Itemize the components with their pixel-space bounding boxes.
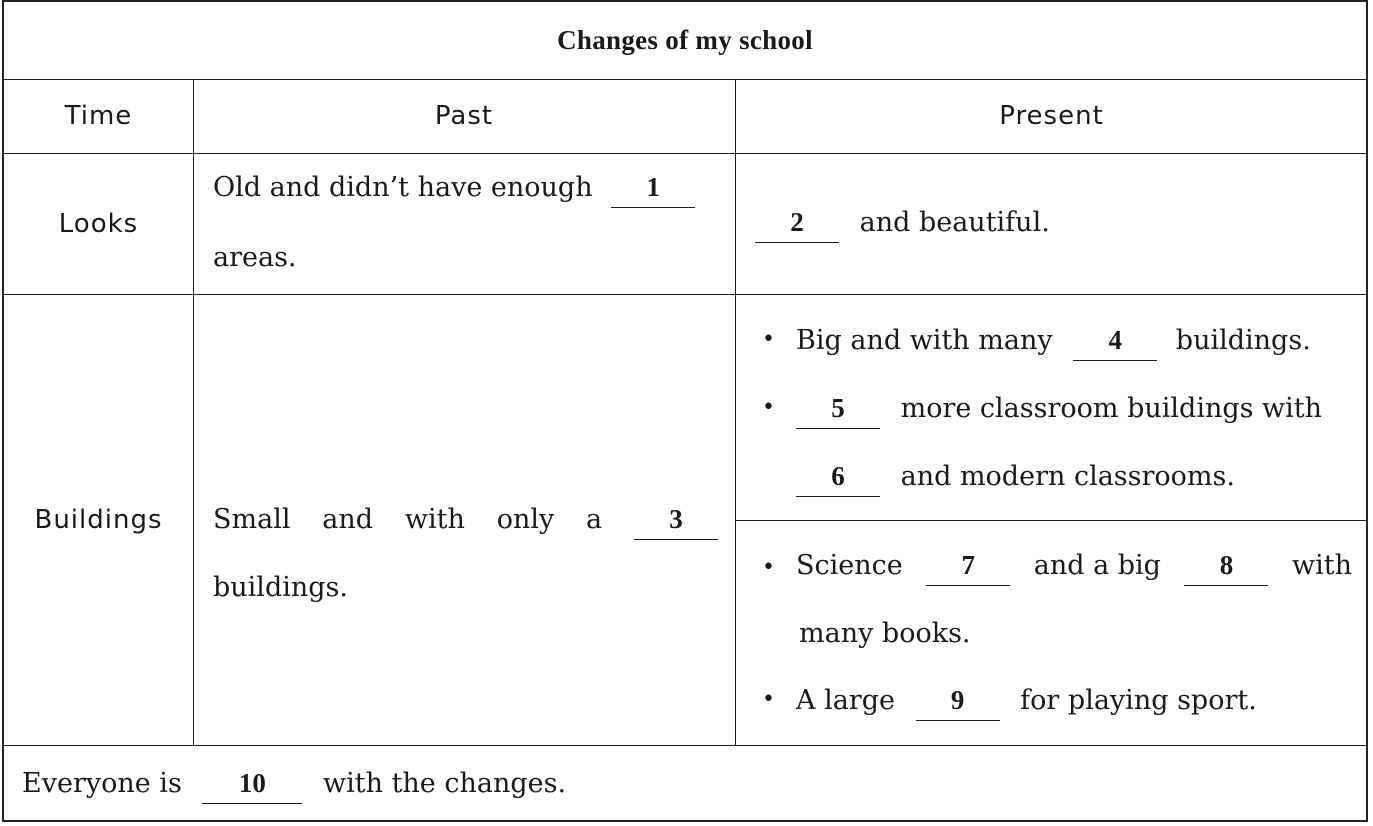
looks-past-line2: areas. bbox=[213, 242, 297, 273]
header-present: Present bbox=[999, 101, 1104, 131]
header-time: Time bbox=[64, 101, 133, 131]
present-bullet-continuation bbox=[796, 463, 1235, 497]
answer-blank-10[interactable]: 10 bbox=[202, 770, 302, 804]
answer-blank-7[interactable]: 7 bbox=[926, 552, 1010, 586]
footer-text: with the changes. bbox=[323, 768, 567, 799]
divider bbox=[735, 520, 1366, 521]
answer-blank-4[interactable]: 4 bbox=[1073, 327, 1157, 361]
answer-blank-9[interactable]: 9 bbox=[916, 687, 1000, 721]
present-bullet-item bbox=[762, 395, 1322, 429]
present-bullet-continuation: many books. bbox=[799, 618, 971, 649]
answer-blank-1[interactable]: 1 bbox=[611, 174, 695, 208]
header-past: Past bbox=[434, 101, 494, 131]
divider bbox=[193, 79, 194, 745]
bullet-text: with bbox=[1291, 550, 1352, 581]
buildings-past-line1 bbox=[213, 506, 718, 540]
bullet-icon: • bbox=[762, 395, 775, 420]
bullet-text: more classroom buildings with bbox=[900, 393, 1323, 424]
buildings-past-word: only bbox=[496, 504, 555, 535]
divider bbox=[735, 79, 736, 745]
buildings-past-word: with bbox=[404, 504, 465, 535]
changes-table bbox=[2, 0, 1368, 822]
answer-blank-8[interactable]: 8 bbox=[1184, 552, 1268, 586]
footer-sentence bbox=[22, 770, 566, 804]
answer-blank-5[interactable]: 5 bbox=[796, 395, 880, 429]
buildings-past-word: a bbox=[586, 504, 603, 535]
bullet-text: and modern classrooms. bbox=[900, 461, 1235, 492]
buildings-past-word: Small bbox=[213, 504, 291, 535]
looks-past-text: Old and didn’t have enough bbox=[213, 172, 593, 203]
answer-blank-2[interactable]: 2 bbox=[755, 209, 839, 243]
bullet-icon: • bbox=[762, 555, 775, 580]
bullet-text: buildings. bbox=[1175, 325, 1311, 356]
row-label-buildings: Buildings bbox=[34, 504, 163, 535]
row-label-looks: Looks bbox=[58, 208, 139, 239]
footer-text: Everyone is bbox=[22, 768, 182, 799]
bullet-text: for playing sport. bbox=[1020, 685, 1257, 716]
answer-blank-6[interactable]: 6 bbox=[796, 463, 880, 497]
present-bullet-item bbox=[762, 687, 1257, 721]
divider bbox=[4, 745, 1366, 746]
present-bullet-item bbox=[762, 552, 1352, 586]
answer-blank-3[interactable]: 3 bbox=[634, 506, 718, 540]
divider bbox=[4, 153, 1366, 154]
bullet-icon: • bbox=[762, 327, 775, 352]
bullet-text: Science bbox=[796, 550, 903, 581]
table-title: Changes of my school bbox=[4, 2, 1366, 80]
looks-present bbox=[755, 209, 1050, 243]
present-bullet-item bbox=[762, 327, 1311, 361]
buildings-past-line2: buildings. bbox=[213, 572, 348, 603]
bullet-text: Big and with many bbox=[796, 325, 1053, 356]
buildings-past-word: and bbox=[322, 504, 374, 535]
divider bbox=[4, 294, 1366, 295]
bullet-text: and a big bbox=[1033, 550, 1161, 581]
bullet-icon: • bbox=[762, 687, 775, 712]
looks-present-text: and beautiful. bbox=[859, 207, 1050, 238]
bullet-text: A large bbox=[796, 685, 895, 716]
looks-past-line1 bbox=[213, 174, 695, 208]
